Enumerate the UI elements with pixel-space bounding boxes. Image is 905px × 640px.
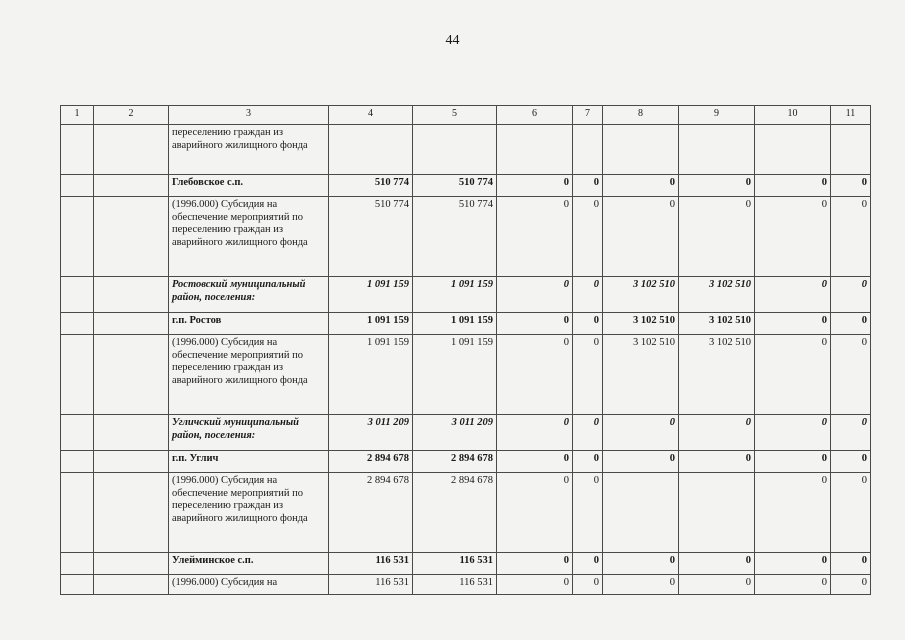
- cell-col1: [61, 415, 94, 451]
- cell-col1: [61, 575, 94, 595]
- value-cell-11: 0: [831, 415, 871, 451]
- row-name: г.п. Углич: [169, 451, 329, 473]
- value-cell-5: 2 894 678: [413, 473, 497, 553]
- value-cell-10: 0: [755, 175, 831, 197]
- value-cell-5: 510 774: [413, 197, 497, 277]
- cell-col2: [94, 553, 169, 575]
- table-row: [61, 277, 871, 313]
- row-name: Ростовский муниципальный район, поселения:: [169, 277, 329, 313]
- value-cell-11: 0: [831, 175, 871, 197]
- cell-col1: [61, 473, 94, 553]
- header-row: [61, 106, 871, 125]
- value-cell-5: 2 894 678: [413, 451, 497, 473]
- cell-col1: [61, 313, 94, 335]
- page-number: 44: [445, 33, 460, 48]
- cell-col2: [94, 125, 169, 175]
- cell-col2: [94, 277, 169, 313]
- row-name: Глебовское с.п.: [169, 175, 329, 197]
- value-cell-11: 0: [831, 313, 871, 335]
- value-cell-5: [413, 125, 497, 175]
- column-header: 9: [679, 106, 755, 125]
- column-header: 2: [94, 106, 169, 125]
- value-cell-8: 3 102 510: [603, 313, 679, 335]
- row-name: (1996.000) Субсидия на: [169, 575, 329, 595]
- cell-col2: [94, 415, 169, 451]
- value-cell-4: 510 774: [329, 197, 413, 277]
- value-cell-11: 0: [831, 335, 871, 415]
- value-cell-10: [755, 125, 831, 175]
- column-header: 7: [573, 106, 603, 125]
- cell-col2: [94, 197, 169, 277]
- value-cell-10: 0: [755, 553, 831, 575]
- row-name: Угличский муниципальный район, поселения:: [169, 415, 329, 451]
- value-cell-7: 0: [573, 335, 603, 415]
- cell-col1: [61, 277, 94, 313]
- value-cell-11: 0: [831, 277, 871, 313]
- value-cell-9: 0: [679, 415, 755, 451]
- value-cell-6: 0: [497, 313, 573, 335]
- value-cell-4: 1 091 159: [329, 335, 413, 415]
- table-row: [61, 313, 871, 335]
- value-cell-5: 3 011 209: [413, 415, 497, 451]
- value-cell-10: 0: [755, 473, 831, 553]
- value-cell-8: 0: [603, 451, 679, 473]
- value-cell-9: 3 102 510: [679, 335, 755, 415]
- table-row: [61, 451, 871, 473]
- value-cell-10: 0: [755, 415, 831, 451]
- value-cell-11: 0: [831, 197, 871, 277]
- column-header: 10: [755, 106, 831, 125]
- cell-col1: [61, 335, 94, 415]
- value-cell-7: 0: [573, 451, 603, 473]
- value-cell-7: 0: [573, 175, 603, 197]
- value-cell-8: 0: [603, 197, 679, 277]
- value-cell-6: 0: [497, 553, 573, 575]
- value-cell-11: 0: [831, 553, 871, 575]
- row-name: переселению граждан из аварийного жилищного фонда: [169, 125, 329, 175]
- table-row: [61, 553, 871, 575]
- value-cell-5: 1 091 159: [413, 335, 497, 415]
- value-cell-6: 0: [497, 415, 573, 451]
- value-cell-10: 0: [755, 451, 831, 473]
- value-cell-7: 0: [573, 553, 603, 575]
- table-row: [61, 415, 871, 451]
- cell-col1: [61, 553, 94, 575]
- value-cell-4: 2 894 678: [329, 473, 413, 553]
- value-cell-9: 0: [679, 553, 755, 575]
- value-cell-4: 1 091 159: [329, 313, 413, 335]
- row-name: (1996.000) Субсидия на обеспечение мероприятий по переселению граждан из аварийного жилищного фонда: [169, 197, 329, 277]
- value-cell-4: 2 894 678: [329, 451, 413, 473]
- value-cell-9: [679, 473, 755, 553]
- cell-col1: [61, 175, 94, 197]
- value-cell-11: 0: [831, 451, 871, 473]
- value-cell-10: 0: [755, 197, 831, 277]
- value-cell-5: 116 531: [413, 575, 497, 595]
- value-cell-10: 0: [755, 575, 831, 595]
- value-cell-10: 0: [755, 277, 831, 313]
- value-cell-8: 3 102 510: [603, 335, 679, 415]
- value-cell-9: [679, 125, 755, 175]
- value-cell-4: 116 531: [329, 575, 413, 595]
- cell-col1: [61, 125, 94, 175]
- value-cell-8: 0: [603, 575, 679, 595]
- row-name: Улейминское с.п.: [169, 553, 329, 575]
- value-cell-7: 0: [573, 313, 603, 335]
- table-row: [61, 473, 871, 553]
- value-cell-8: 0: [603, 553, 679, 575]
- cell-col2: [94, 335, 169, 415]
- budget-table: [60, 105, 871, 595]
- value-cell-5: 1 091 159: [413, 277, 497, 313]
- cell-col2: [94, 575, 169, 595]
- value-cell-9: 3 102 510: [679, 313, 755, 335]
- table-row: [61, 575, 871, 595]
- value-cell-4: 1 091 159: [329, 277, 413, 313]
- value-cell-6: 0: [497, 277, 573, 313]
- value-cell-9: 0: [679, 197, 755, 277]
- value-cell-9: 0: [679, 575, 755, 595]
- value-cell-6: 0: [497, 197, 573, 277]
- cell-col2: [94, 175, 169, 197]
- value-cell-9: 0: [679, 175, 755, 197]
- value-cell-7: 0: [573, 197, 603, 277]
- table-row: [61, 175, 871, 197]
- column-header: 5: [413, 106, 497, 125]
- value-cell-6: 0: [497, 451, 573, 473]
- value-cell-6: 0: [497, 335, 573, 415]
- value-cell-8: 3 102 510: [603, 277, 679, 313]
- value-cell-7: 0: [573, 415, 603, 451]
- cell-col1: [61, 451, 94, 473]
- value-cell-7: 0: [573, 473, 603, 553]
- value-cell-10: 0: [755, 313, 831, 335]
- column-header: 1: [61, 106, 94, 125]
- value-cell-5: 116 531: [413, 553, 497, 575]
- row-name: (1996.000) Субсидия на обеспечение мероприятий по переселению граждан из аварийного жилищного фонда: [169, 335, 329, 415]
- value-cell-5: 510 774: [413, 175, 497, 197]
- column-header: 11: [831, 106, 871, 125]
- value-cell-9: 0: [679, 451, 755, 473]
- value-cell-10: 0: [755, 335, 831, 415]
- value-cell-8: [603, 473, 679, 553]
- value-cell-6: 0: [497, 175, 573, 197]
- value-cell-6: 0: [497, 473, 573, 553]
- value-cell-11: 0: [831, 575, 871, 595]
- value-cell-4: 3 011 209: [329, 415, 413, 451]
- value-cell-7: [573, 125, 603, 175]
- value-cell-5: 1 091 159: [413, 313, 497, 335]
- table-row: [61, 335, 871, 415]
- value-cell-11: 0: [831, 473, 871, 553]
- column-header: 4: [329, 106, 413, 125]
- value-cell-6: 0: [497, 575, 573, 595]
- value-cell-8: 0: [603, 415, 679, 451]
- cell-col1: [61, 197, 94, 277]
- value-cell-7: 0: [573, 575, 603, 595]
- value-cell-8: 0: [603, 175, 679, 197]
- value-cell-11: [831, 125, 871, 175]
- column-header: 3: [169, 106, 329, 125]
- column-header: 8: [603, 106, 679, 125]
- value-cell-4: [329, 125, 413, 175]
- value-cell-6: [497, 125, 573, 175]
- row-name: (1996.000) Субсидия на обеспечение мероприятий по переселению граждан из аварийного жилищного фонда: [169, 473, 329, 553]
- column-header: 6: [497, 106, 573, 125]
- value-cell-9: 3 102 510: [679, 277, 755, 313]
- value-cell-4: 116 531: [329, 553, 413, 575]
- row-name: г.п. Ростов: [169, 313, 329, 335]
- table-row: [61, 125, 871, 175]
- table-row: [61, 197, 871, 277]
- value-cell-7: 0: [573, 277, 603, 313]
- cell-col2: [94, 313, 169, 335]
- cell-col2: [94, 473, 169, 553]
- cell-col2: [94, 451, 169, 473]
- value-cell-8: [603, 125, 679, 175]
- value-cell-4: 510 774: [329, 175, 413, 197]
